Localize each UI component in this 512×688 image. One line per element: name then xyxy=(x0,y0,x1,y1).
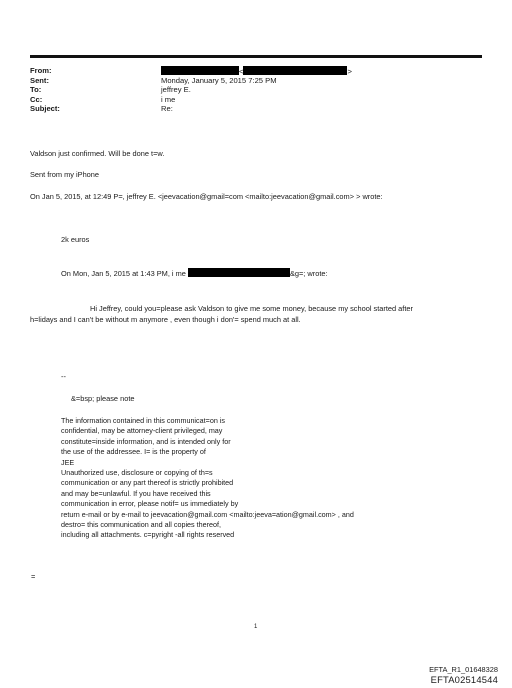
to-label: To: xyxy=(30,85,42,95)
to-row xyxy=(30,85,482,95)
disclaimer-line: return e-mail or by e-mail to jeevacation@gmail.com <mailto:jeeva=ation@gmail.com> , and xyxy=(61,509,354,519)
quote2-intro-suffix: &g=; wrote: xyxy=(289,269,328,278)
bates-stamp-primary: EFTA_R1_01648328 xyxy=(429,665,498,674)
body-line-1: Valdson just confirmed. Will be done t=w. xyxy=(30,149,165,158)
header-rule xyxy=(30,55,482,58)
disclaimer-line: Unauthorized use, disclosure or copying of th=s xyxy=(61,468,213,478)
disclaimer-line: including all attachments. c=pyright -all rights reserved xyxy=(61,530,235,540)
to-value: jeffrey E. xyxy=(161,85,191,95)
disclaimer-line: The information contained in this communicat=on is xyxy=(61,416,225,425)
email-header xyxy=(30,66,482,114)
quote2-intro-prefix: On Mon, Jan 5, 2015 at 1:43 PM, i me xyxy=(61,269,186,278)
quote1-text: 2k euros xyxy=(61,235,90,244)
subject-row xyxy=(30,104,482,114)
from-bracket-open: < xyxy=(239,67,244,76)
disclaimer-line: confidential, may be attorney-client privileged, may xyxy=(61,426,223,436)
disclaimer-line: communication or any part thereof is strictly prohibited xyxy=(61,478,234,488)
sent-value: Monday, January 5, 2015 7:25 PM xyxy=(161,75,277,85)
quote2-intro xyxy=(61,268,328,279)
signature-note: &=bsp; please note xyxy=(71,394,135,403)
page-number: 1 xyxy=(254,624,258,630)
quote1-intro: On Jan 5, 2015, at 12:49 P=, jeffrey E. <jeevacation@gmail=com <mailto:jeevacation@gmail.com> > wrote: xyxy=(30,192,383,201)
cc-value: i me xyxy=(161,94,176,104)
from-label: From: xyxy=(30,66,52,75)
from-row xyxy=(30,66,482,76)
disclaimer-line: the use of the addressee. I= is the property of xyxy=(61,447,206,457)
disclaimer-line: destro= this communication and all copies thereof, xyxy=(61,520,222,530)
trailing-mark: = xyxy=(31,572,36,581)
disclaimer-line: constitute=inside information, and is intended only for xyxy=(61,436,231,446)
redaction-block xyxy=(161,66,239,75)
body-line-2: Sent from my iPhone xyxy=(30,170,100,179)
signature-dashes: -- xyxy=(61,372,66,381)
disclaimer-line: JEE xyxy=(61,457,75,467)
cc-row xyxy=(30,95,482,105)
redaction-block xyxy=(188,268,290,277)
sent-label: Sent: xyxy=(30,75,49,85)
disclaimer-line: and may be=unlawful. If you have received this xyxy=(61,488,211,498)
quote2-line-2: h=lidays and I can't be without m anymore , even though i don'= spend much at all. xyxy=(30,315,301,324)
disclaimer-block xyxy=(61,416,354,541)
disclaimer-line: communication in error, please notif= us immediately by xyxy=(61,499,239,509)
from-bracket-close: > xyxy=(347,67,352,76)
subject-value: Re: xyxy=(161,104,173,114)
subject-label: Subject: xyxy=(30,104,60,114)
redaction-block xyxy=(243,66,347,75)
cc-label: Cc: xyxy=(30,94,43,104)
sent-row xyxy=(30,76,482,86)
bates-stamp-secondary: EFTA02514544 xyxy=(430,674,498,685)
quote2-line-1: Hi Jeffrey, could you=please ask Valdson to give me some money, because my school started after xyxy=(90,304,413,313)
